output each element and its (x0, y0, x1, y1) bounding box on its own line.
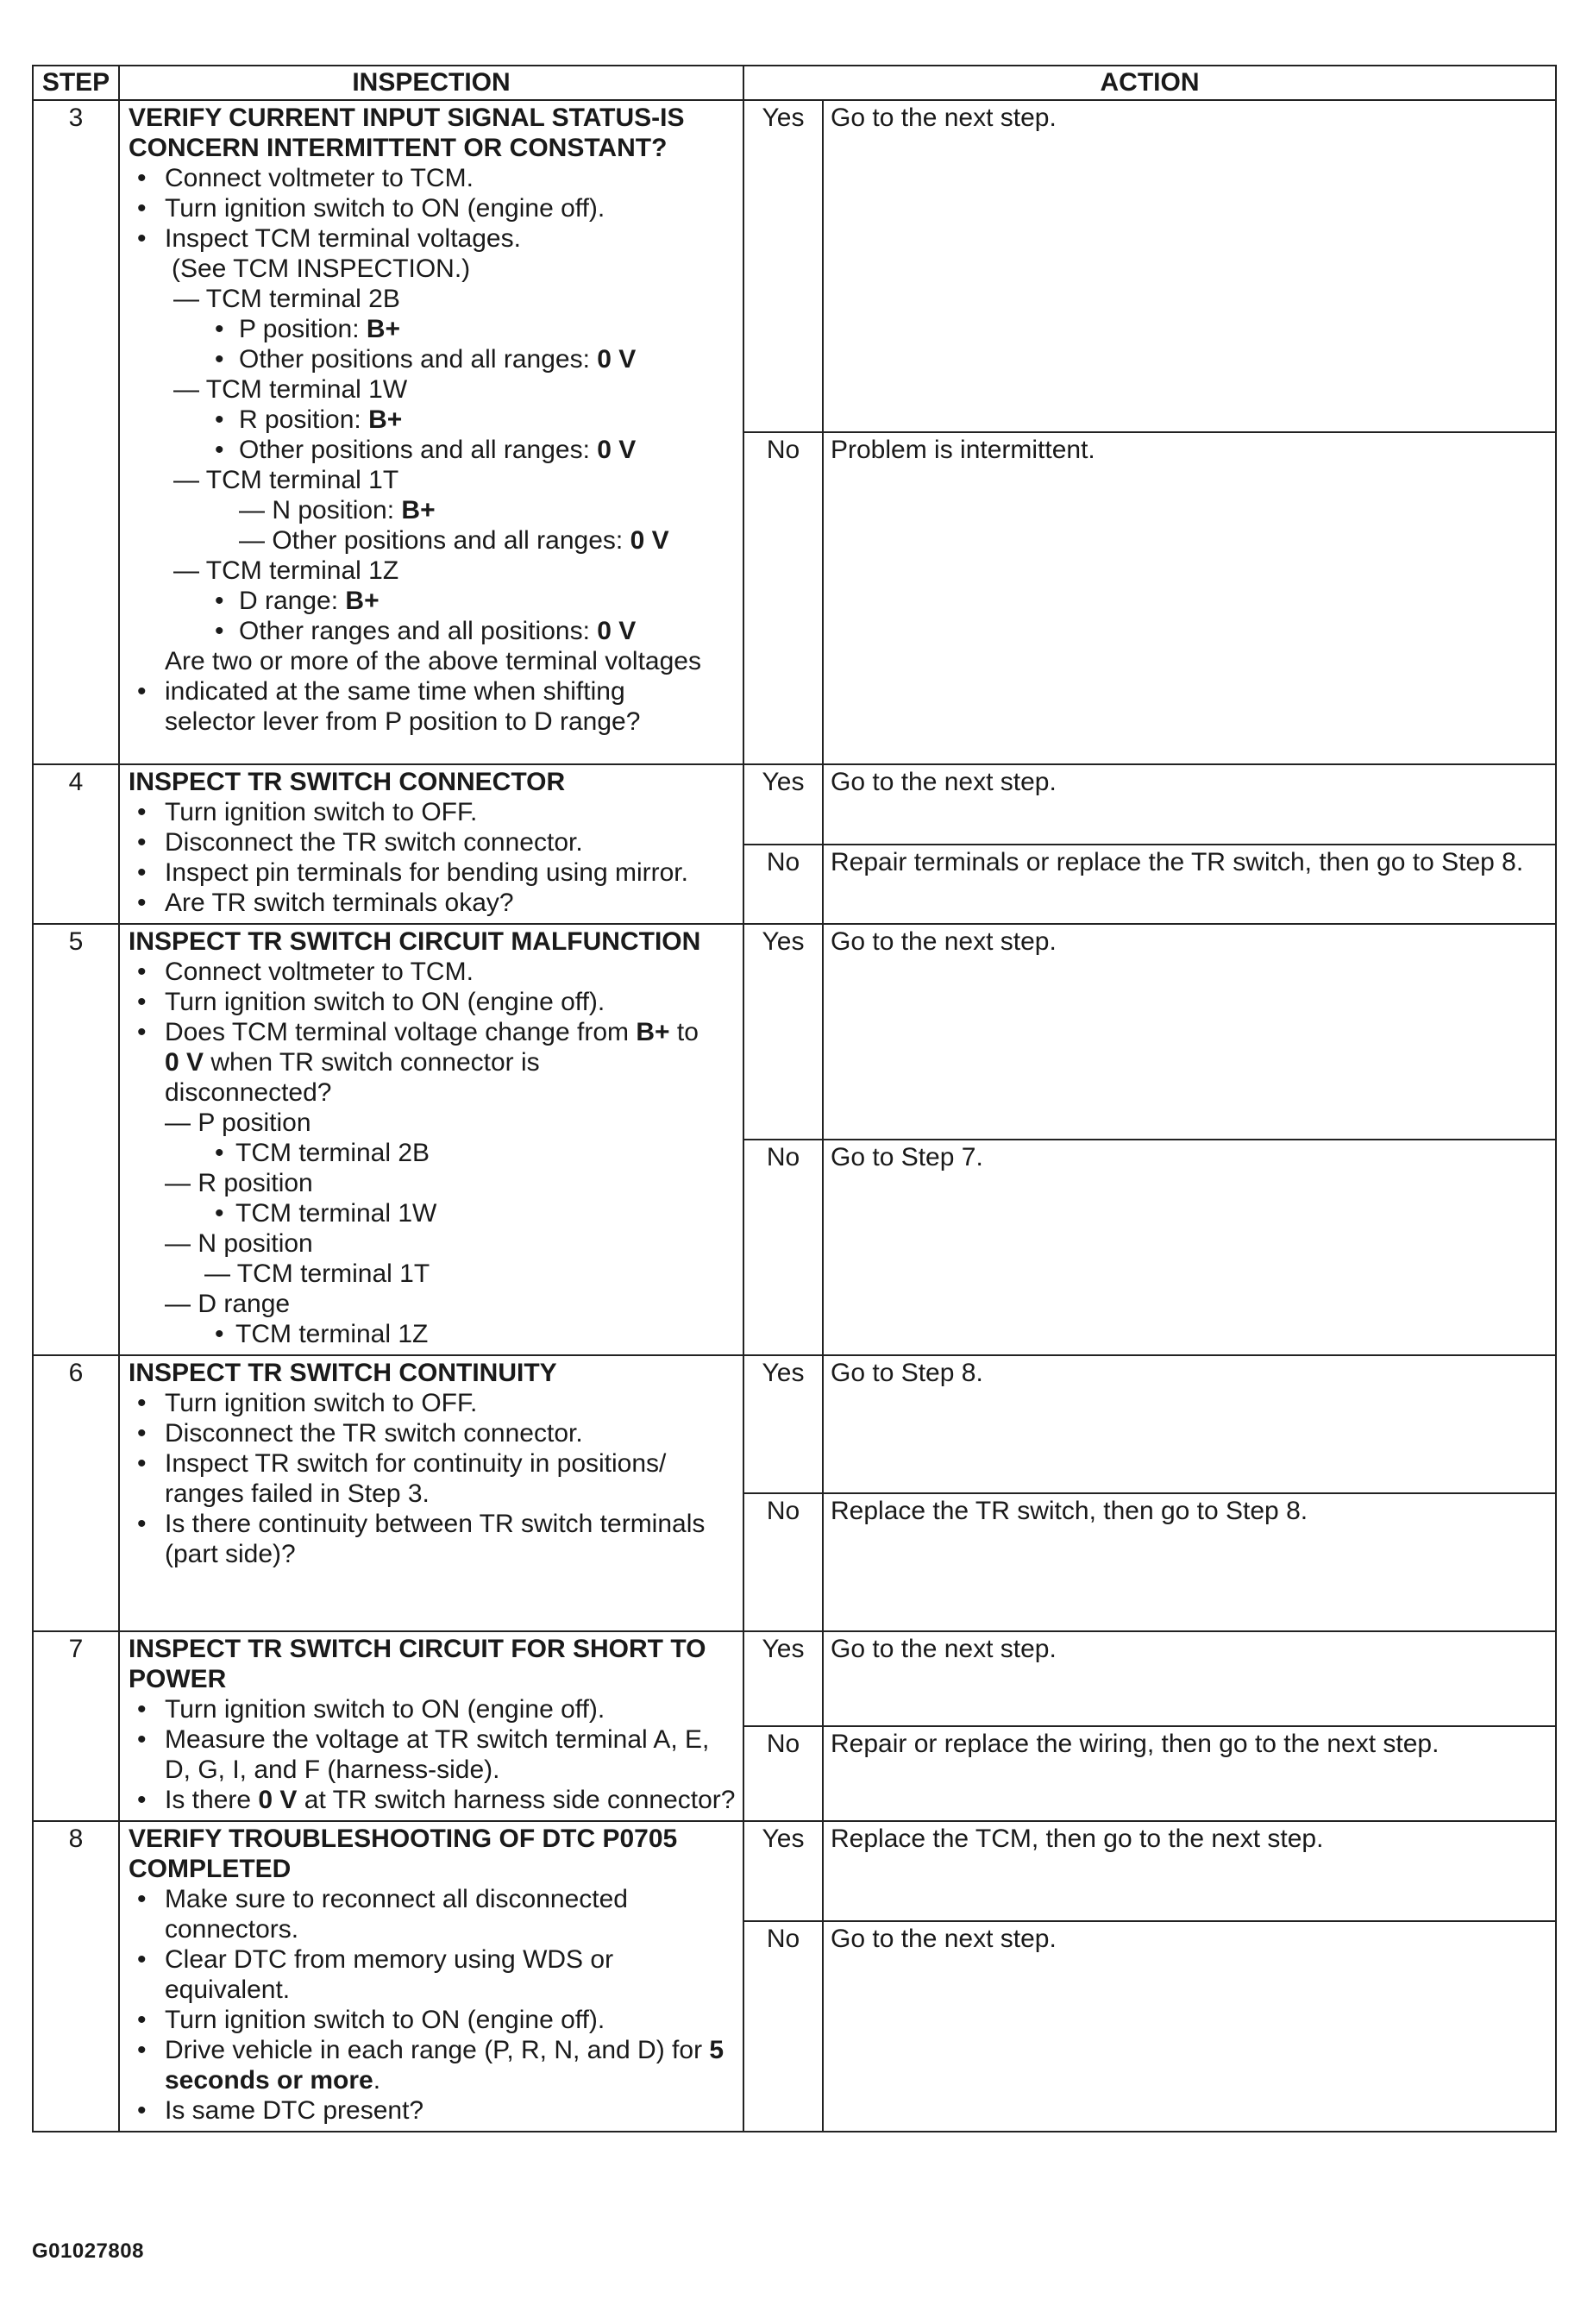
dash-item: — TCM terminal 1Z (173, 556, 399, 585)
table-row-step-7 (33, 1631, 1556, 1726)
no-action: Repair terminals or replace the TR switch, then go to Step 8. (823, 845, 1556, 925)
inspection-cell (119, 924, 743, 1355)
bullet-item: • Turn ignition switch to ON (engine off). (129, 987, 736, 1017)
yes-label: Yes (743, 100, 823, 432)
bullet-item: • Connect voltmeter to TCM. (129, 957, 736, 987)
bullet-item: • Is there 0 V at TR switch harness side connector? (129, 1785, 736, 1815)
sub-bullet-item: • Other positions and all ranges: 0 V (129, 435, 736, 465)
inspection-cell (119, 1821, 743, 2132)
inspection-cell (119, 1631, 743, 1821)
bullet-item: • Turn ignition switch to OFF. (129, 1388, 736, 1418)
no-action: Repair or replace the wiring, then go to the next step. (823, 1726, 1556, 1821)
bullet-item: • Clear DTC from memory using WDS or equivalent. (129, 1944, 736, 2005)
no-label: No (743, 1493, 823, 1631)
bullet-item: • Turn ignition switch to OFF. (129, 797, 736, 827)
step-number: 3 (33, 100, 119, 764)
no-label: No (743, 1726, 823, 1821)
step-number: 8 (33, 1821, 119, 2132)
continuation-text: disconnected? (165, 1078, 332, 1107)
bullet-item: • Turn ignition switch to ON (engine off). (129, 1694, 736, 1724)
yes-action: Go to the next step. (823, 764, 1556, 845)
step-number: 4 (33, 764, 119, 924)
sub-bullet-item: • TCM terminal 1Z (129, 1319, 736, 1349)
bullet-item: • Turn ignition switch to ON (engine off). (129, 193, 736, 223)
bullet-item: • Inspect TR switch for continuity in positions/ ranges failed in Step 3. (129, 1448, 736, 1509)
sub-bullet-item: • TCM terminal 2B (129, 1138, 736, 1168)
table-row-step-3 (33, 100, 1556, 432)
step-number: 6 (33, 1355, 119, 1631)
bullet-item: • Turn ignition switch to ON (engine off). (129, 2005, 736, 2035)
step-number: 5 (33, 924, 119, 1355)
no-action: Go to Step 7. (823, 1140, 1556, 1355)
bullet-item: • Disconnect the TR switch connector. (129, 1418, 736, 1448)
yes-action: Replace the TCM, then go to the next step. (823, 1821, 1556, 1921)
header-step: STEP (33, 66, 119, 100)
table-row-step-5 (33, 924, 1556, 1140)
yes-action: Go to the next step. (823, 100, 1556, 432)
dash-item: — TCM terminal 1T (173, 466, 399, 494)
no-label: No (743, 432, 823, 764)
bullet-item: • Is same DTC present? (129, 2095, 736, 2126)
no-action: Problem is intermittent. (823, 432, 1556, 764)
bullet-item: • Make sure to reconnect all disconnected connectors. (129, 1884, 736, 1944)
troubleshooting-table (32, 65, 1557, 2132)
step-number: 7 (33, 1631, 119, 1821)
no-label: No (743, 845, 823, 925)
yes-action: Go to the next step. (823, 1631, 1556, 1726)
yes-label: Yes (743, 924, 823, 1140)
no-label: No (743, 1921, 823, 2132)
step-title: INSPECT TR SWITCH CONTINUITY (129, 1359, 557, 1387)
sub-dash-item: — Other positions and all ranges: 0 V (239, 526, 669, 555)
no-action: Go to the next step. (823, 1921, 1556, 2132)
dash-item: — N position (165, 1229, 313, 1258)
step-title: INSPECT TR SWITCH CIRCUIT FOR SHORT TO (129, 1635, 706, 1663)
continuation-text: 0 V when TR switch connector is (165, 1048, 540, 1077)
question-text: Are two or more of the above terminal voltages (165, 647, 701, 675)
sub-dash-item: — TCM terminal 1T (204, 1259, 430, 1288)
bullet-item: • Disconnect the TR switch connector. (129, 827, 736, 857)
no-label: No (743, 1140, 823, 1355)
header-action: ACTION (743, 66, 1556, 100)
sub-bullet-item: • TCM terminal 1W (129, 1198, 736, 1228)
header-inspection: INSPECTION (119, 66, 743, 100)
yes-label: Yes (743, 1355, 823, 1493)
sub-dash-item: — N position: B+ (239, 496, 436, 524)
table-row-step-4 (33, 764, 1556, 845)
dash-item: — R position (165, 1169, 313, 1197)
step-title: INSPECT TR SWITCH CONNECTOR (129, 768, 566, 796)
sub-bullet-item: • R position: B+ (129, 405, 736, 435)
bullet-item: • Measure the voltage at TR switch terminal A, E, D, G, I, and F (harness-side). (129, 1724, 736, 1785)
step-title: VERIFY CURRENT INPUT SIGNAL STATUS-IS (129, 104, 685, 132)
bullet-item: • indicated at the same time when shifting (129, 676, 736, 707)
bullet-item: • Are TR switch terminals okay? (129, 888, 736, 918)
bullet-item: • Drive vehicle in each range (P, R, N, and D) for 5 seconds or more. (129, 2035, 736, 2095)
yes-action: Go to the next step. (823, 924, 1556, 1140)
sub-bullet-item: • D range: B+ (129, 586, 736, 616)
figure-code: G01027808 (32, 2239, 144, 2263)
yes-label: Yes (743, 764, 823, 845)
sub-bullet-item: • P position: B+ (129, 314, 736, 344)
yes-action: Go to Step 8. (823, 1355, 1556, 1493)
bullet-item: • Inspect TCM terminal voltages. (129, 223, 736, 254)
dash-item: — P position (165, 1109, 311, 1137)
no-action: Replace the TR switch, then go to Step 8. (823, 1493, 1556, 1631)
troubleshooting-table-container (32, 65, 1555, 2132)
inspection-cell (119, 764, 743, 924)
dash-item: — TCM terminal 2B (173, 285, 400, 313)
bullet-item: • Inspect pin terminals for bending using mirror. (129, 857, 736, 888)
step-title: CONCERN INTERMITTENT OR CONSTANT? (129, 134, 668, 162)
bullet-item: • Is there continuity between TR switch terminals (part side)? (129, 1509, 736, 1569)
step-title: COMPLETED (129, 1855, 292, 1883)
step-title: POWER (129, 1665, 227, 1693)
yes-label: Yes (743, 1631, 823, 1726)
bullet-item: • Does TCM terminal voltage change from B+ to (129, 1017, 736, 1047)
table-row-step-6 (33, 1355, 1556, 1493)
step-title: INSPECT TR SWITCH CIRCUIT MALFUNCTION (129, 927, 701, 956)
sub-bullet-item: • Other positions and all ranges: 0 V (129, 344, 736, 374)
sub-bullet-item: • Other ranges and all positions: 0 V (129, 616, 736, 646)
yes-label: Yes (743, 1821, 823, 1921)
step-title: VERIFY TROUBLESHOOTING OF DTC P0705 (129, 1825, 678, 1853)
note-text: (See TCM INSPECTION.) (172, 254, 471, 283)
inspection-cell (119, 100, 743, 764)
dash-item: — TCM terminal 1W (173, 375, 408, 404)
bullet-item: • Connect voltmeter to TCM. (129, 163, 736, 193)
inspection-cell (119, 1355, 743, 1631)
dash-item: — D range (165, 1290, 291, 1318)
table-row-step-8 (33, 1821, 1556, 1921)
question-text: selector lever from P position to D range? (165, 707, 641, 736)
table-header-row (33, 66, 1556, 100)
